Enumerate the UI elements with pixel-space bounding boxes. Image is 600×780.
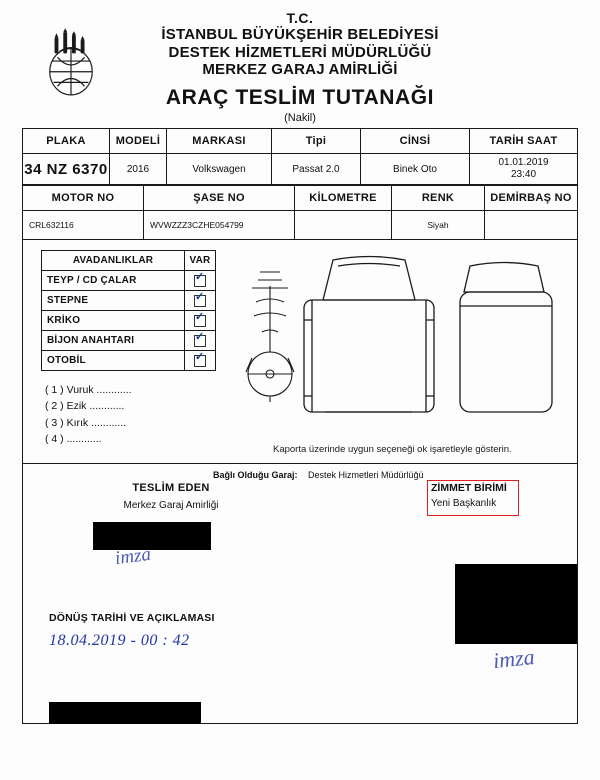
col-plaka: PLAKA — [23, 129, 110, 154]
donus-tarihi-label: DÖNÜŞ TARİHİ VE AÇIKLAMASI — [49, 612, 215, 625]
signature-teslim-eden: imza — [113, 544, 152, 570]
accessory-check-1[interactable] — [185, 291, 216, 311]
vehicle-info-table — [22, 128, 578, 185]
redaction-block-bottom — [49, 702, 201, 724]
checkbox-icon[interactable] — [194, 315, 206, 327]
col-motor-no: MOTOR NO — [23, 186, 144, 211]
accessory-label-2: KRİKO — [42, 311, 185, 331]
accessories-title: AVADANLIKLAR — [42, 251, 185, 271]
col-kilometre: KİLOMETRE — [295, 186, 392, 211]
bagli-value: Destek Hizmetleri Müdürlüğü — [308, 470, 424, 481]
legend-item-4: ( 4 ) ............ — [45, 432, 102, 445]
col-tipi: Tipi — [272, 129, 361, 154]
legend-item-2: ( 2 ) Ezik ............ — [45, 400, 125, 413]
checkbox-icon[interactable] — [194, 295, 206, 307]
value-cinsi: Binek Oto — [361, 154, 470, 185]
value-tipi: Passat 2.0 — [272, 154, 361, 185]
accessory-label-0: TEYP / CD ÇALAR — [42, 271, 185, 291]
table-header-row — [23, 129, 578, 154]
accessory-check-4[interactable] — [185, 351, 216, 371]
header-tc: T.C. — [286, 10, 314, 26]
accessory-check-3[interactable] — [185, 331, 216, 351]
value-saat: 23:40 — [510, 169, 537, 181]
table-row — [23, 211, 578, 240]
accessories-header-row — [42, 251, 216, 271]
header-line1: İSTANBUL BÜYÜKŞEHİR BELEDİYESİ — [161, 26, 439, 44]
accessories-var-label: VAR — [185, 251, 216, 271]
value-tarih-saat — [470, 154, 578, 185]
value-demirbas-no — [485, 211, 578, 240]
signature-section — [22, 464, 578, 724]
list-item — [42, 271, 216, 291]
accessory-label-3: BİJON ANAHTARI — [42, 331, 185, 351]
list-item — [42, 311, 216, 331]
value-tarih: 01.01.2019 — [498, 156, 549, 168]
legend-item-1: ( 1 ) Vuruk ............ — [45, 384, 132, 397]
value-sase-no: WVWZZZ3CZHE054799 — [144, 211, 295, 240]
col-cinsi: CİNSİ — [361, 129, 470, 154]
list-item — [42, 331, 216, 351]
col-sase-no: ŞASE NO — [144, 186, 295, 211]
motorcycle-view — [246, 272, 294, 402]
accessory-check-2[interactable] — [185, 311, 216, 331]
value-modeli: 2016 — [110, 154, 167, 185]
table-row — [23, 154, 578, 185]
value-plaka: 34 NZ 6370 — [23, 154, 110, 185]
zimmet-birimi-sub: Yeni Başkanlık — [431, 498, 497, 510]
value-kilometre — [295, 211, 392, 240]
bagli-oldugu-garaj — [213, 470, 424, 480]
document-header — [0, 0, 600, 128]
checkbox-icon[interactable] — [194, 355, 206, 367]
checkbox-icon[interactable] — [194, 275, 206, 287]
accessory-label-1: STEPNE — [42, 291, 185, 311]
ibb-logo — [42, 28, 100, 100]
col-modeli: MODELİ — [110, 129, 167, 154]
car-rear-view — [460, 263, 552, 413]
accessory-check-0[interactable] — [185, 271, 216, 291]
damage-legend — [45, 382, 132, 447]
list-item — [42, 291, 216, 311]
teslim-eden-sub: Merkez Garaj Amirliği — [123, 500, 219, 512]
teslim-eden-title: TESLİM EDEN — [132, 482, 210, 495]
signature-zimmet: imza — [491, 644, 536, 674]
vehicle-diagram — [238, 246, 568, 436]
header-line2: DESTEK HİZMETLERİ MÜDÜRLÜĞÜ — [168, 43, 432, 61]
col-tarih-saat: TARİH SAAT — [470, 129, 578, 154]
redaction-block-teslim-eden — [93, 522, 211, 550]
accessories-table — [41, 250, 216, 371]
document-subtitle: (Nakil) — [284, 112, 316, 125]
technical-info-table — [22, 185, 578, 240]
legend-item-3: ( 3 ) Kırık ............ — [45, 416, 127, 429]
document-title: ARAÇ TESLİM TUTANAĞI — [165, 86, 435, 110]
redaction-block-zimmet — [455, 564, 577, 644]
value-motor-no: CRL632116 — [23, 211, 144, 240]
list-item — [42, 351, 216, 371]
donus-tarihi-value: 18.04.2019 - 00 : 42 — [49, 632, 190, 650]
table-header-row — [23, 186, 578, 211]
zimmet-birimi-title: ZİMMET BİRİMİ — [431, 482, 507, 495]
car-front-view — [304, 257, 434, 413]
col-demirbas-no: DEMİRBAŞ NO — [485, 186, 578, 211]
col-renk: RENK — [392, 186, 485, 211]
value-renk: Siyah — [392, 211, 485, 240]
header-line3: MERKEZ GARAJ AMİRLİĞİ — [202, 61, 398, 79]
bagli-label: Bağlı Olduğu Garaj: — [213, 470, 298, 481]
accessory-label-4: OTOBİL — [42, 351, 185, 371]
value-markasi: Volkswagen — [167, 154, 272, 185]
kaporta-note: Kaporta üzerinde uygun seçeneği ok işaretleyle gösterin. — [273, 444, 512, 456]
checkbox-icon[interactable] — [194, 335, 206, 347]
accessories-and-diagram-section — [22, 240, 578, 464]
col-markasi: MARKASI — [167, 129, 272, 154]
